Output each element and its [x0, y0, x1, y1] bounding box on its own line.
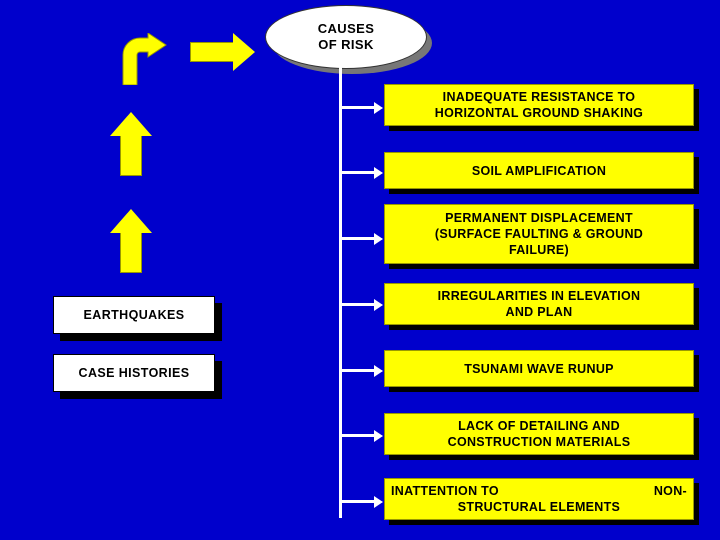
- cause-box-3-line-1: PERMANENT DISPLACEMENT: [445, 211, 633, 225]
- cause-box-6-label: [448, 418, 631, 450]
- cause-box-1[interactable]: [384, 84, 694, 126]
- bent-arrow-icon: [118, 33, 178, 85]
- cause-box-1-label: [435, 89, 643, 121]
- connector-line-3: [342, 237, 374, 240]
- cause-box-6-line-1: LACK OF DETAILING AND: [458, 419, 620, 433]
- cause-box-6-line-2: CONSTRUCTION MATERIALS: [447, 435, 631, 449]
- cause-box-2[interactable]: [384, 152, 694, 189]
- connector-arrowhead-7: [374, 496, 383, 508]
- cause-box-7-label: [391, 483, 687, 515]
- connector-arrowhead-3: [374, 233, 383, 245]
- connector-line-1: [342, 106, 374, 109]
- cause-box-2-line-1: SOIL AMPLIFICATION: [471, 163, 607, 178]
- cause-box-7-line-1: [391, 483, 687, 499]
- cause-box-5-line-1: TSUNAMI WAVE RUNUP: [464, 361, 614, 376]
- connector-arrowhead-5: [374, 365, 383, 377]
- cause-box-5-label: [464, 361, 614, 377]
- connector-line-6: [342, 434, 374, 437]
- cause-box-4[interactable]: [384, 283, 694, 325]
- connector-line-7: [342, 500, 374, 503]
- cause-box-1-line-1: INADEQUATE RESISTANCE TO: [442, 90, 636, 104]
- cause-box-3[interactable]: [384, 204, 694, 264]
- cause-box-3-label: [435, 210, 643, 258]
- cause-box-7-line-1a: INATTENTION TO: [391, 484, 499, 498]
- cause-box-2-label: [472, 163, 606, 179]
- trunk-line: [339, 66, 342, 518]
- cause-box-7[interactable]: [384, 478, 694, 520]
- connector-line-4: [342, 303, 374, 306]
- cause-box-3-line-3: FAILURE): [508, 243, 570, 257]
- connector-arrowhead-6: [374, 430, 383, 442]
- cause-box-4-label: [438, 288, 641, 320]
- cause-box-1-line-2: HORIZONTAL GROUND SHAKING: [434, 106, 644, 120]
- connector-arrowhead-4: [374, 299, 383, 311]
- case-histories-label: CASE HISTORIES: [78, 366, 190, 380]
- cause-box-7-line-2: STRUCTURAL ELEMENTS: [457, 500, 621, 514]
- connector-arrowhead-1: [374, 102, 383, 114]
- cause-box-7-line-1b: NON-: [653, 484, 687, 498]
- cause-box-6[interactable]: [384, 413, 694, 455]
- cause-box-4-line-2: AND PLAN: [505, 305, 573, 319]
- causes-of-risk-label: [318, 21, 375, 53]
- earthquakes-label: EARTHQUAKES: [83, 308, 185, 322]
- cause-box-4-line-1: IRREGULARITIES IN ELEVATION: [437, 289, 641, 303]
- case-histories-node[interactable]: [53, 354, 215, 392]
- causes-of-risk-line-2: OF RISK: [318, 37, 374, 52]
- earthquakes-node[interactable]: [53, 296, 215, 334]
- right-arrow-icon: [190, 33, 256, 71]
- connector-line-2: [342, 171, 374, 174]
- up-arrow-lower-icon: [110, 209, 152, 275]
- causes-of-risk-node[interactable]: [265, 5, 427, 69]
- cause-box-5[interactable]: [384, 350, 694, 387]
- causes-of-risk-line-1: CAUSES: [317, 21, 375, 36]
- connector-line-5: [342, 369, 374, 372]
- connector-arrowhead-2: [374, 167, 383, 179]
- up-arrow-middle-icon: [110, 112, 152, 178]
- cause-box-3-line-2: (SURFACE FAULTING & GROUND: [434, 227, 644, 241]
